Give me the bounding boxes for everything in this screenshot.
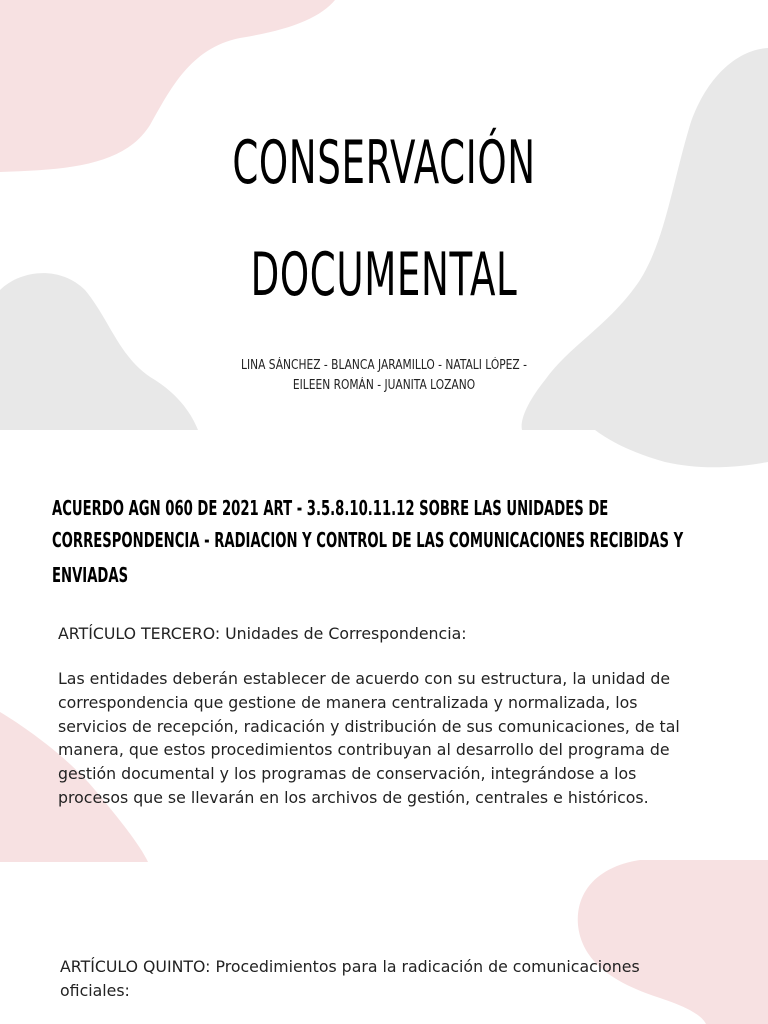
article-5-title-line-1: ARTÍCULO QUINTO: Procedimientos para la radicación de comunicaciones xyxy=(60,957,640,976)
document-title-line-2: DOCUMENTAL xyxy=(250,240,518,310)
article-3-paragraph-line: gestión documental y los programas de conservación, integrándose a los xyxy=(58,764,637,783)
section-heading-line-1: ACUERDO AGN 060 DE 2021 ART - 3.5.8.10.11.12 SOBRE LAS UNIDADES DE xyxy=(52,496,609,520)
article-5-title-line-2: oficiales: xyxy=(60,981,130,1000)
article-3-paragraph-line: correspondencia que gestione de manera centralizada y normalizada, los xyxy=(58,693,638,712)
section-heading-line-3: ENVIADAS xyxy=(52,563,129,587)
article-3-paragraph-line: Las entidades deberán establecer de acuerdo con su estructura, la unidad de xyxy=(58,669,671,688)
article-3-paragraph-line: manera, que estos procedimientos contribuyan al desarrollo del programa de xyxy=(58,740,670,759)
article-3-paragraph-line: servicios de recepción, radicación y distribución de sus comunicaciones, de tal xyxy=(58,717,680,736)
document-title-line-1: CONSERVACIÓN xyxy=(232,128,536,198)
section-heading-line-2: CORRESPONDENCIA - RADIACION Y CONTROL DE LAS COMUNICACIONES RECIBIDAS Y xyxy=(52,528,684,552)
authors-line-2: EILEEN ROMÁN - JUANITA LOZANO xyxy=(292,378,476,393)
authors-line-1: LINA SÁNCHEZ - BLANCA JARAMILLO - NATALI LÓPEZ - xyxy=(241,358,527,373)
article-3-title: ARTÍCULO TERCERO: Unidades de Correspondencia: xyxy=(58,624,467,643)
article-3-paragraph-line: procesos que se llevarán en los archivos de gestión, centrales e históricos. xyxy=(58,788,649,807)
pink-blob-bottom-right xyxy=(578,860,768,1024)
gray-blob-right-tip xyxy=(595,430,768,467)
